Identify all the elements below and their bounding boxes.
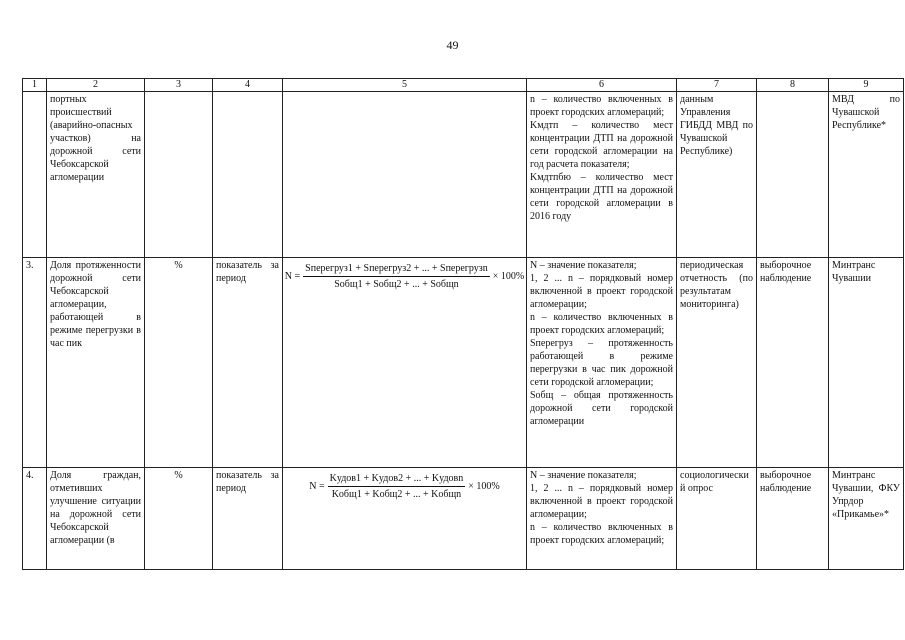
header-col-7: 7 <box>677 79 757 92</box>
formula-description: N – значение показателя; 1, 2 ... n – порядковый номер включенной в проект городской агломерации; n – количество включенных в проект городских агломераций; Sперегруз – протяженность работающей в режиме перегрузки в час пик дорожной сети городской агломерации; Sобщ – общая протяженность дорожной сети городской агломерации <box>527 258 677 468</box>
header-col-8: 8 <box>757 79 829 92</box>
formula-rhs: × 100% <box>492 271 525 282</box>
indicator-type-cell: показатель за период <box>213 258 283 468</box>
data-source: периодическая отчетность (по результатам мониторинга) <box>677 258 757 468</box>
responsible-org: Минтранс Чувашии, ФКУ Упрдор «Прикамье»* <box>829 468 904 570</box>
method-cell <box>757 92 829 258</box>
formula <box>286 472 523 501</box>
indicator-name: Доля протяженности дорожной сети Чебоксарской агломерации, работающей в режиме перегрузки в час пик <box>47 258 145 468</box>
responsible-org: МВД по Чувашской Республике* <box>829 92 904 258</box>
formula-numerator: Sперегруз1 + Sперегруз2 + ... + Sперегрузn <box>303 262 490 277</box>
unit-cell: % <box>145 258 213 468</box>
formula-cell <box>283 92 527 258</box>
header-col-4: 4 <box>213 79 283 92</box>
formula-denominator: Sобщ1 + Sобщ2 + ... + Sобщn <box>334 279 459 290</box>
formula-fraction <box>303 262 490 291</box>
formula-denominator: Kобщ1 + Kобщ2 + ... + Kобщn <box>331 489 462 500</box>
indicator-type-cell: показатель за период <box>213 468 283 570</box>
row-number: 3. <box>23 258 47 468</box>
table-row <box>23 92 904 258</box>
formula-rhs: × 100% <box>468 481 500 492</box>
header-col-5: 5 <box>283 79 527 92</box>
formula <box>286 262 523 291</box>
header-col-2: 2 <box>47 79 145 92</box>
data-source: социологический опрос <box>677 468 757 570</box>
formula-description: n – количество включенных в проект городских агломераций; Kмдтп – количество мест концентрации ДТП на дорожной сети городской агломерации на год расчета показателя; Kмдтпбю – количество мест концентрации ДТП на дорожной сети городской агломерации в 2016 году <box>527 92 677 258</box>
responsible-org: Минтранс Чувашии <box>829 258 904 468</box>
formula-lhs: N = <box>284 271 301 282</box>
indicator-type-cell <box>213 92 283 258</box>
row-number <box>23 92 47 258</box>
data-source: данным Управления ГИБДД МВД по Чувашской Республике) <box>677 92 757 258</box>
unit-cell: % <box>145 468 213 570</box>
table-row <box>23 468 904 570</box>
header-row <box>23 79 904 92</box>
header-col-9: 9 <box>829 79 904 92</box>
formula-cell <box>283 258 527 468</box>
formula-cell <box>283 468 527 570</box>
header-col-6: 6 <box>527 79 677 92</box>
method-cell: выборочное наблюдение <box>757 468 829 570</box>
formula-lhs: N = <box>309 481 325 492</box>
indicator-name: Доля граждан, отметивших улучшение ситуации на дорожной сети Чебоксарской агломерации (в <box>47 468 145 570</box>
page-number: 49 <box>446 38 459 52</box>
formula-numerator: Kудов1 + Kудов2 + ... + Kудовn <box>328 472 466 487</box>
row-number: 4. <box>23 468 47 570</box>
unit-cell <box>145 92 213 258</box>
formula-fraction <box>328 472 466 501</box>
indicator-table <box>22 78 904 570</box>
header-col-3: 3 <box>145 79 213 92</box>
indicator-name: портных происшествий (аварийно-опасных участков) на дорожной сети Чебоксарской агломерации <box>47 92 145 258</box>
method-cell: выборочное наблюдение <box>757 258 829 468</box>
formula-description: N – значение показателя; 1, 2 ... n – порядковый номер включенной в проект городской агломерации; n – количество включенных в проект городских агломераций; <box>527 468 677 570</box>
header-col-1: 1 <box>23 79 47 92</box>
table-row <box>23 258 904 468</box>
